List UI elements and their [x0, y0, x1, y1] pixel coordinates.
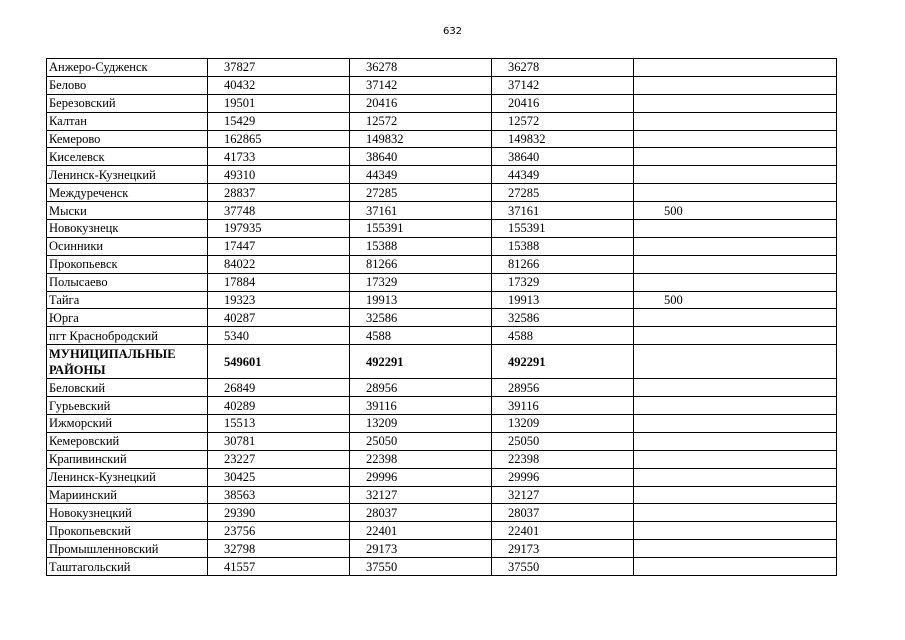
value-cell-2: 37550 — [350, 558, 492, 576]
value-cell-2: 22398 — [350, 450, 492, 468]
value-cell-1: 38563 — [208, 486, 350, 504]
value-cell-2: 28956 — [350, 379, 492, 397]
value-cell-1: 29390 — [208, 504, 350, 522]
table-row — [47, 184, 837, 202]
value-cell-3: 19913 — [492, 291, 634, 309]
value-cell-4 — [634, 112, 837, 130]
value-cell-2: 25050 — [350, 432, 492, 450]
value-cell-4 — [634, 59, 837, 77]
table-row — [47, 202, 837, 220]
table-row — [47, 415, 837, 433]
table-row — [47, 397, 837, 415]
value-cell-1: 15513 — [208, 415, 350, 433]
table-row — [47, 220, 837, 238]
row-name-cell: Киселевск — [47, 148, 208, 166]
value-cell-1: 17884 — [208, 273, 350, 291]
value-cell-1: 40289 — [208, 397, 350, 415]
value-cell-1: 40287 — [208, 309, 350, 327]
value-cell-4 — [634, 397, 837, 415]
value-cell-3: 37550 — [492, 558, 634, 576]
value-cell-4 — [634, 522, 837, 540]
value-cell-2: 37142 — [350, 76, 492, 94]
value-cell-3: 25050 — [492, 432, 634, 450]
value-cell-2: 4588 — [350, 327, 492, 345]
row-name-cell: Прокопьевский — [47, 522, 208, 540]
value-cell-3: 37142 — [492, 76, 634, 94]
value-cell-4 — [634, 255, 837, 273]
value-cell-1: 49310 — [208, 166, 350, 184]
table-row — [47, 166, 837, 184]
table-row — [47, 504, 837, 522]
value-cell-4 — [634, 432, 837, 450]
value-cell-3: 44349 — [492, 166, 634, 184]
value-cell-2: 15388 — [350, 237, 492, 255]
row-name-cell: Гурьевский — [47, 397, 208, 415]
value-cell-3: 32127 — [492, 486, 634, 504]
value-cell-2: 32127 — [350, 486, 492, 504]
value-cell-3: 38640 — [492, 148, 634, 166]
value-cell-1: 549601 — [208, 345, 350, 379]
value-cell-2: 81266 — [350, 255, 492, 273]
value-cell-2: 13209 — [350, 415, 492, 433]
value-cell-2: 27285 — [350, 184, 492, 202]
row-name-cell: Кемеровский — [47, 432, 208, 450]
table-row — [47, 327, 837, 345]
value-cell-1: 197935 — [208, 220, 350, 238]
row-name-cell: Мариинский — [47, 486, 208, 504]
row-name-cell: Беловский — [47, 379, 208, 397]
value-cell-2: 22401 — [350, 522, 492, 540]
value-cell-1: 84022 — [208, 255, 350, 273]
value-cell-3: 155391 — [492, 220, 634, 238]
row-name-cell: Ленинск-Кузнецкий — [47, 166, 208, 184]
table-row — [47, 255, 837, 273]
table-row — [47, 291, 837, 309]
value-cell-3: 27285 — [492, 184, 634, 202]
row-name-cell: Кемерово — [47, 130, 208, 148]
row-name-cell: Березовский — [47, 94, 208, 112]
value-cell-4 — [634, 468, 837, 486]
row-name-cell: Прокопьевск — [47, 255, 208, 273]
value-cell-1: 162865 — [208, 130, 350, 148]
value-cell-4 — [634, 273, 837, 291]
value-cell-4 — [634, 148, 837, 166]
value-cell-3: 39116 — [492, 397, 634, 415]
value-cell-1: 28837 — [208, 184, 350, 202]
value-cell-4 — [634, 450, 837, 468]
row-name-cell: Мыски — [47, 202, 208, 220]
data-table — [46, 58, 837, 576]
value-cell-2: 44349 — [350, 166, 492, 184]
table-row — [47, 540, 837, 558]
value-cell-2: 149832 — [350, 130, 492, 148]
value-cell-3: 4588 — [492, 327, 634, 345]
value-cell-3: 81266 — [492, 255, 634, 273]
row-name-cell: Анжеро-Судженск — [47, 59, 208, 77]
value-cell-4 — [634, 309, 837, 327]
value-cell-2: 36278 — [350, 59, 492, 77]
table-row — [47, 558, 837, 576]
value-cell-2: 12572 — [350, 112, 492, 130]
table-row — [47, 112, 837, 130]
value-cell-1: 32798 — [208, 540, 350, 558]
table-row — [47, 468, 837, 486]
row-name-cell: Ленинск-Кузнецкий — [47, 468, 208, 486]
value-cell-4 — [634, 379, 837, 397]
table-row — [47, 59, 837, 77]
value-cell-4 — [634, 327, 837, 345]
value-cell-2: 39116 — [350, 397, 492, 415]
row-name-cell: Юрга — [47, 309, 208, 327]
row-name-cell: Новокузнецкий — [47, 504, 208, 522]
value-cell-4: 500 — [634, 291, 837, 309]
table-row — [47, 345, 837, 379]
value-cell-2: 28037 — [350, 504, 492, 522]
page-number: 632 — [442, 26, 463, 37]
value-cell-1: 41557 — [208, 558, 350, 576]
value-cell-3: 28037 — [492, 504, 634, 522]
row-name-cell: Таштагольский — [47, 558, 208, 576]
value-cell-2: 29173 — [350, 540, 492, 558]
value-cell-2: 29996 — [350, 468, 492, 486]
value-cell-3: 37161 — [492, 202, 634, 220]
value-cell-2: 19913 — [350, 291, 492, 309]
value-cell-4 — [634, 76, 837, 94]
value-cell-3: 149832 — [492, 130, 634, 148]
value-cell-1: 23227 — [208, 450, 350, 468]
value-cell-3: 28956 — [492, 379, 634, 397]
table-body — [47, 59, 837, 576]
value-cell-3: 17329 — [492, 273, 634, 291]
row-name-cell: Полысаево — [47, 273, 208, 291]
value-cell-1: 37827 — [208, 59, 350, 77]
value-cell-3: 29173 — [492, 540, 634, 558]
row-name-cell: пгт Краснобродский — [47, 327, 208, 345]
value-cell-1: 30781 — [208, 432, 350, 450]
value-cell-1: 5340 — [208, 327, 350, 345]
value-cell-4 — [634, 237, 837, 255]
row-name-cell: Новокузнецк — [47, 220, 208, 238]
value-cell-2: 155391 — [350, 220, 492, 238]
value-cell-3: 22401 — [492, 522, 634, 540]
row-name-cell: Тайга — [47, 291, 208, 309]
value-cell-4 — [634, 184, 837, 202]
row-name-cell: Междуреченск — [47, 184, 208, 202]
value-cell-3: 36278 — [492, 59, 634, 77]
value-cell-2: 38640 — [350, 148, 492, 166]
table-row — [47, 450, 837, 468]
value-cell-4 — [634, 540, 837, 558]
value-cell-1: 41733 — [208, 148, 350, 166]
value-cell-1: 19501 — [208, 94, 350, 112]
value-cell-2: 37161 — [350, 202, 492, 220]
table-row — [47, 237, 837, 255]
value-cell-2: 17329 — [350, 273, 492, 291]
value-cell-4 — [634, 166, 837, 184]
value-cell-4 — [634, 415, 837, 433]
row-name-cell: Промышленновский — [47, 540, 208, 558]
value-cell-1: 26849 — [208, 379, 350, 397]
table-row — [47, 379, 837, 397]
table-row — [47, 309, 837, 327]
row-name-cell: Осинники — [47, 237, 208, 255]
value-cell-3: 12572 — [492, 112, 634, 130]
value-cell-4 — [634, 558, 837, 576]
table-row — [47, 148, 837, 166]
table-row — [47, 76, 837, 94]
row-name-cell: Белово — [47, 76, 208, 94]
value-cell-3: 15388 — [492, 237, 634, 255]
value-cell-1: 23756 — [208, 522, 350, 540]
value-cell-3: 492291 — [492, 345, 634, 379]
row-name-cell: Калтан — [47, 112, 208, 130]
table-row — [47, 486, 837, 504]
value-cell-4 — [634, 130, 837, 148]
row-name-cell: МУНИЦИПАЛЬНЫЕ РАЙОНЫ — [47, 345, 208, 379]
value-cell-3: 32586 — [492, 309, 634, 327]
value-cell-3: 22398 — [492, 450, 634, 468]
value-cell-1: 17447 — [208, 237, 350, 255]
value-cell-3: 29996 — [492, 468, 634, 486]
value-cell-4 — [634, 220, 837, 238]
value-cell-1: 37748 — [208, 202, 350, 220]
value-cell-3: 20416 — [492, 94, 634, 112]
value-cell-1: 30425 — [208, 468, 350, 486]
value-cell-4 — [634, 504, 837, 522]
value-cell-4 — [634, 345, 837, 379]
value-cell-2: 32586 — [350, 309, 492, 327]
value-cell-1: 40432 — [208, 76, 350, 94]
table-row — [47, 94, 837, 112]
row-name-cell: Крапивинский — [47, 450, 208, 468]
value-cell-4 — [634, 486, 837, 504]
table-row — [47, 130, 837, 148]
row-name-cell: Ижморский — [47, 415, 208, 433]
value-cell-1: 15429 — [208, 112, 350, 130]
value-cell-2: 492291 — [350, 345, 492, 379]
table-row — [47, 522, 837, 540]
table-row — [47, 432, 837, 450]
value-cell-4 — [634, 94, 837, 112]
value-cell-4: 500 — [634, 202, 837, 220]
value-cell-1: 19323 — [208, 291, 350, 309]
table-row — [47, 273, 837, 291]
value-cell-3: 13209 — [492, 415, 634, 433]
value-cell-2: 20416 — [350, 94, 492, 112]
